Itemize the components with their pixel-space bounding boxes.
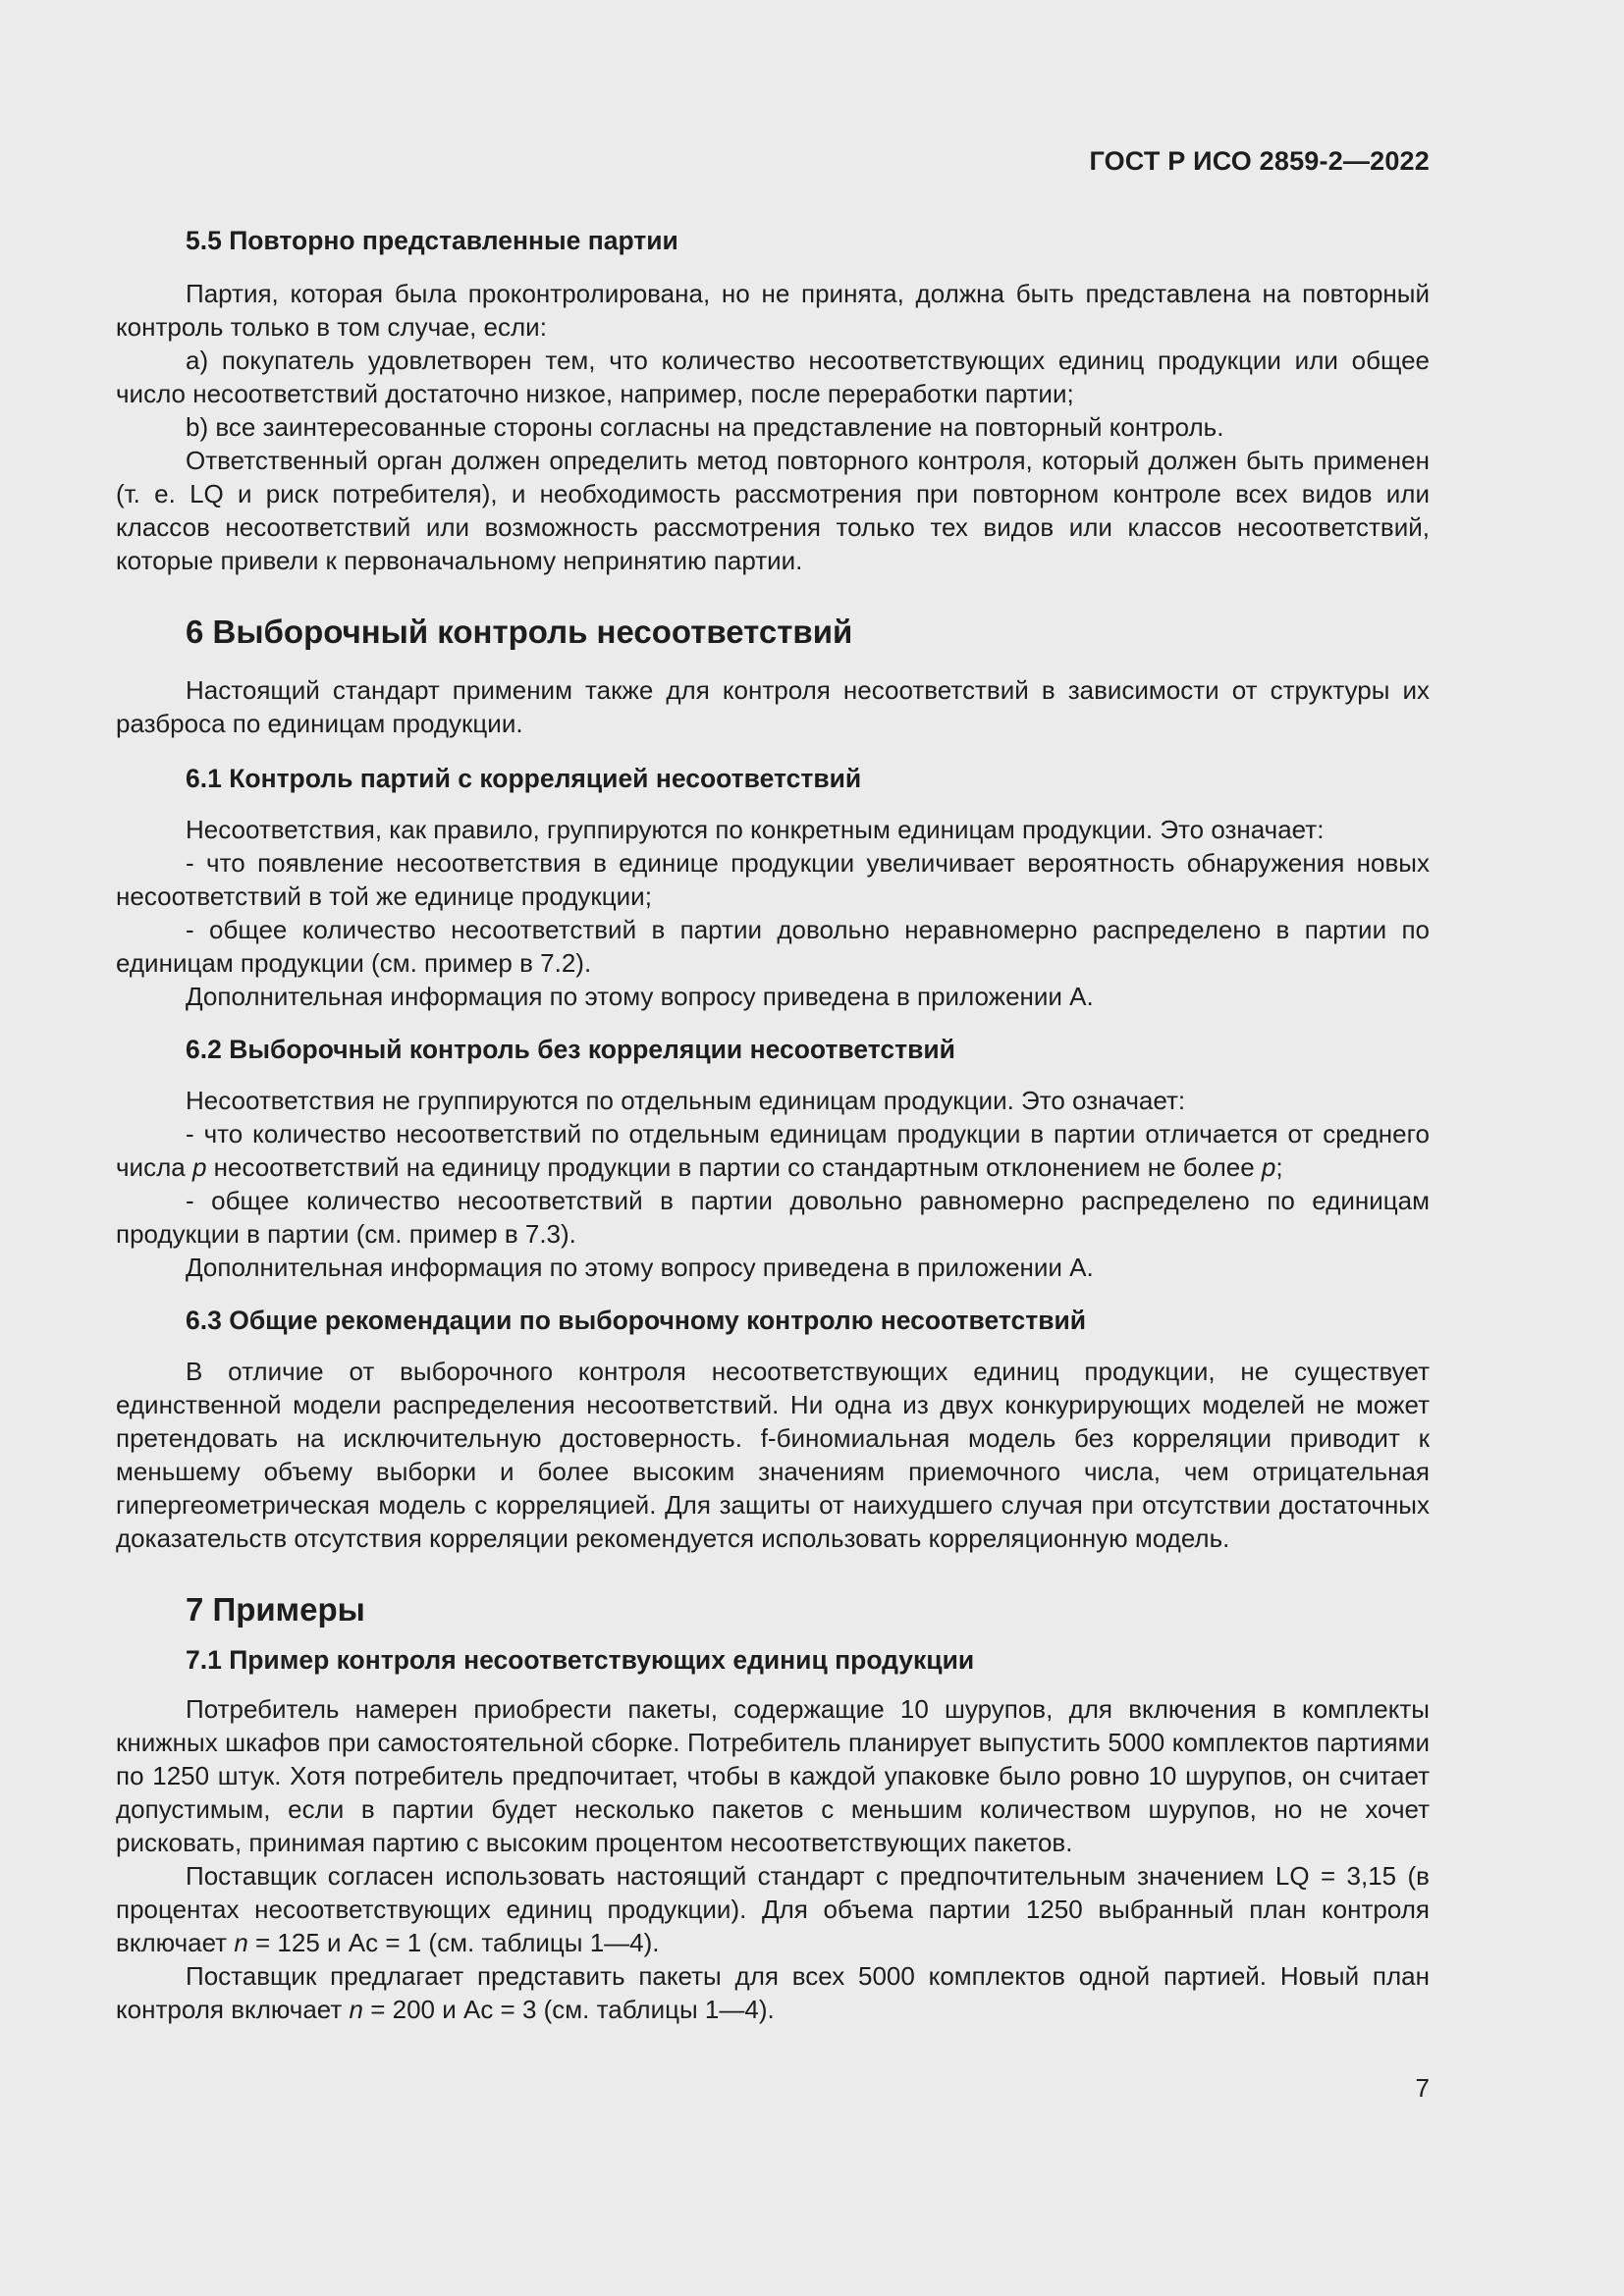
- section-6-1-title: 6.1 Контроль партий с корреляцией несоответствий: [186, 764, 862, 793]
- list-item: b) все заинтересованные стороны согласны на представление на повторный контроль.: [186, 412, 1224, 442]
- paragraph: Настоящий стандарт применим также для контроля несоответствий в зависимости от структуры их разброса по единицам продукции.: [116, 675, 1430, 738]
- section-6-title: 6 Выборочный контроль несоответствий: [186, 614, 853, 650]
- paragraph: Потребитель намерен приобрести пакеты, содержащие 10 шурупов, для включения в комплекты книжных шкафов при самостоятельной сборке. Потребитель планирует выпустить 5000 комплектов партиями по 1250 штук. Хотя потребитель предпочитает, чтобы в каждой упаковке было ровно 10 шурупов, он считает допустимым, если в партии будет несколько пакетов с меньшим количеством шурупов, но не хочет рисковать, принимая партию с высоким процентом несоответствующих пакетов.: [116, 1694, 1430, 1857]
- section-5-5-title: 5.5 Повторно представленные партии: [186, 226, 678, 255]
- list-item: - общее количество несоответствий в партии довольно неравномерно распределено в партии по единицам продукции (см. пример в 7.2).: [116, 915, 1430, 978]
- section-6-2-title: 6.2 Выборочный контроль без корреляции несоответствий: [186, 1035, 955, 1064]
- document-header: ГОСТ Р ИСО 2859-2—2022: [1089, 146, 1430, 176]
- paragraph: В отличие от выборочного контроля несоответствующих единиц продукции, не существует единственной модели распределения несоответствий. Ни одна из двух конкурирующих моделей не может претендовать на исключительную достоверность. f-биномиальная модель без корреляции приводит к меньшему объему выборки и более высоким значениям приемочного числа, чем отрицательная гипергеометрическая модель с корреляцией. Для защиты от наихудшего случая при отсутствии достаточных доказательств отсутствия корреляции рекомендуется использовать корреляционную модель.: [116, 1357, 1430, 1553]
- variable-n: n: [349, 1995, 363, 2024]
- section-7-title: 7 Примеры: [186, 1591, 365, 1628]
- paragraph: Дополнительная информация по этому вопросу приведена в приложении А.: [186, 982, 1094, 1011]
- paragraph: Несоответствия, как правило, группируются по конкретным единицам продукции. Это означает:: [186, 815, 1325, 844]
- variable-p: p: [191, 1152, 207, 1182]
- section-7-1-title: 7.1 Пример контроля несоответствующих единиц продукции: [186, 1645, 975, 1675]
- page-content: [116, 224, 1430, 2026]
- list-item: - что количество несоответствий по отдельным единицам продукции в партии отличается от среднего числа p несоответствий на единицу продукции в партии со стандартным отклонением не более p;: [116, 1119, 1430, 1182]
- section-6-3-title: 6.3 Общие рекомендации по выборочному контролю несоответствий: [186, 1306, 1087, 1335]
- paragraph: Несоответствия не группируются по отдельным единицам продукции. Это означает:: [186, 1086, 1186, 1115]
- paragraph: Дополнительная информация по этому вопросу приведена в приложении А.: [186, 1253, 1094, 1282]
- list-item: a) покупатель удовлетворен тем, что количество несоответствующих единиц продукции или общее число несоответствий достаточно низкое, например, после переработки партии;: [116, 346, 1430, 408]
- page-number: 7: [1415, 2073, 1430, 2103]
- paragraph: Ответственный орган должен определить метод повторного контроля, который должен быть применен (т. е. LQ и риск потребителя), и необходимость рассмотрения при повторном контроле всех видов или классов несоответствий или возможность рассмотрения только тех видов или классов несоответствий, которые привели к первоначальному непринятию партии.: [116, 446, 1430, 575]
- paragraph: Поставщик предлагает представить пакеты для всех 5000 комплектов одной партией. Новый план контроля включает n = 200 и Ас = 3 (см. таблицы 1—4).: [116, 1961, 1430, 2024]
- paragraph: Партия, которая была проконтролирована, но не принята, должна быть представлена на повторный контроль только в том случае, если:: [116, 279, 1430, 342]
- variable-n: n: [234, 1928, 248, 1957]
- variable-p: p: [1261, 1152, 1276, 1182]
- list-item: - общее количество несоответствий в партии довольно равномерно распределено по единицам продукции в партии (см. пример в 7.3).: [116, 1186, 1430, 1249]
- list-item: - что появление несоответствия в единице продукции увеличивает вероятность обнаружения новых несоответствий в той же единице продукции;: [116, 848, 1430, 911]
- paragraph: Поставщик согласен использовать настоящий стандарт с предпочтительным значением LQ = 3,15 (в процентах несоответствующих единиц продукции). Для объема партии 1250 выбранный план контроля включает n = 125 и Ас = 1 (см. таблицы 1—4).: [116, 1861, 1430, 1957]
